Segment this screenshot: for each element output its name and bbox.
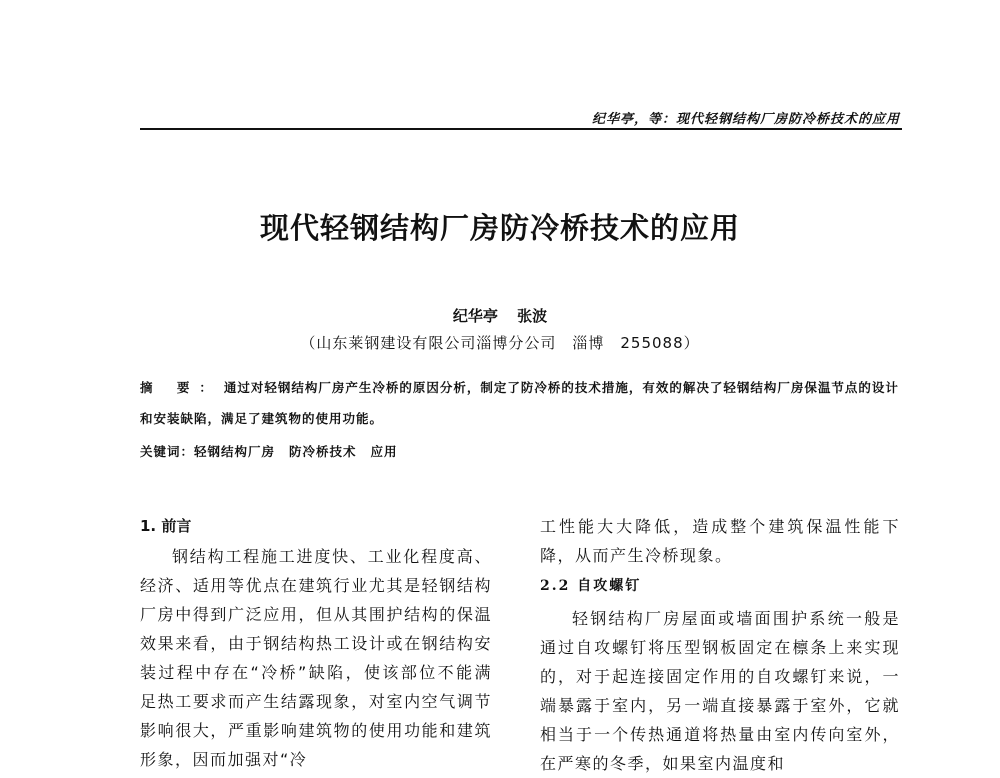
body-paragraph: 轻钢结构厂房屋面或墙面围护系统一般是通过自攻螺钉将压型钢板固定在檩条上来实现的，对于起连接固定作用的自攻螺钉来说，一端暴露于室内，另一端直接暴露于室外，它就相当于一个传热通道将热量由室内传向室外，在严寒的冬季，如果室内温度和 (540, 609, 900, 773)
keywords-label: 关键词： (140, 444, 195, 459)
keyword: 轻钢结构厂房 (194, 444, 276, 459)
body-paragraph: 钢结构工程施工进度快、工业化程度高、经济、适用等优点在建筑行业尤其是轻钢结构厂房中得到广泛应用，但从其围护结构的保温效果来看，由于钢结构热工设计或在钢结构安装过程中存在“冷桥”缺陷，使该部位不能满足热工要求而产生结露现象，对室内空气调节影响很大，严重影响建筑物的使用功能和建筑形象，因而加强对“冷 (140, 547, 492, 769)
abstract-label: 摘 要： (140, 380, 222, 395)
author-name: 张波 (517, 307, 548, 325)
running-header: 纪华亭，等：现代轻钢结构厂房防冷桥技术的应用 (591, 112, 900, 127)
abstract-text: 通过对轻钢结构厂房产生冷桥的原因分析，制定了防冷桥的技术措施，有效的解决了轻钢结构厂房保温节点的设计和安装缺陷，满足了建筑物的使用功能。 (140, 380, 899, 426)
continued-paragraph: 工性能大大降低，造成整个建筑保温性能下降，从而产生冷桥现象。 (540, 517, 900, 565)
keywords (140, 442, 398, 460)
affiliation: （山东莱钢建设有限公司淄博分公司 淄博 255088） (300, 334, 700, 352)
keyword: 应用 (370, 444, 398, 459)
paper-title: 现代轻钢结构厂房防冷桥技术的应用 (259, 211, 740, 245)
abstract (140, 372, 900, 434)
header-rule (140, 128, 902, 130)
authors (0, 305, 1000, 326)
left-column (140, 512, 492, 774)
author-name: 纪华亭 (452, 307, 498, 325)
subsection-heading: 2.2 自攻螺钉 (540, 578, 642, 594)
keyword: 防冷桥技术 (289, 444, 357, 459)
right-column (540, 512, 900, 778)
section-heading: 1. 前言 (140, 517, 192, 535)
